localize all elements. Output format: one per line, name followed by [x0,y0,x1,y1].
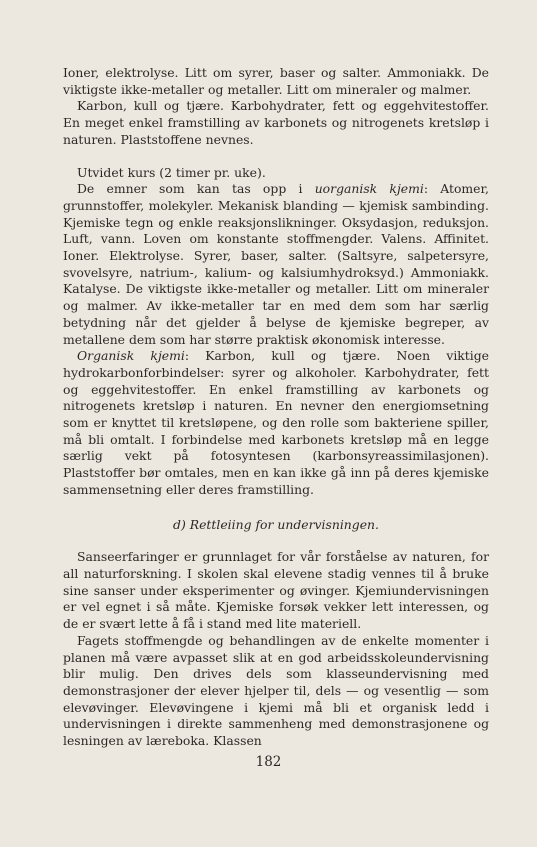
page-number: 182 [255,754,282,770]
paragraph-2: Karbon, kull og tjære. Karbohydrater, fett og eggehvitestoffer. En meget enkel framstilling av karbonets og nitrogenets kretsløp i naturen. Plaststoffene nevnes. [63,98,489,147]
paragraph-senses: Sanseerfaringer er grunnlaget for vår forståelse av naturen, for all naturforskning. I skolen skal elevene stadig vennes til å bruke sine sanser under eksperimenter og øvinger. Kjemiundervisningen er vel egnet i så måte. Kjemiske forsøk vekker lett interessen, og de er svært lette å få i stand med lite materiell. [63,549,489,632]
section-label: Utvidet kurs (2 timer pr. uke). [77,164,266,180]
body-text [63,65,489,750]
inorganic-term: uorganisk kjemi [314,181,424,197]
section-heading [63,517,489,534]
organic-rest: : Karbon, kull og tjære. Noen viktige hydrokarbonforbindelser: syrer og alkoholer. Karbohydrater, fett og eggehvitestoffer. En enkel framstilling av karbonets og nitrogenets kretsløp i naturen. En nevner den energiomsetning som er knyttet til kretsløpene, og den rolle som bakteriene spiller, må bli omtalt. I forbindelse med karbonets kretsløp må en legge særlig vekt på fotosyntesen (karbonsyreassimilasjonen). Plaststoffer bør omtales, men en kan ikke gå inn på deres kjemiske sammensetning eller deres framstilling. [63,348,490,497]
paragraph-inorganic [63,181,489,348]
heading-prefix: d) [173,516,190,532]
organic-term: Organisk kjemi [77,348,185,364]
heading-title: Rettleiing for undervisningen. [189,516,379,532]
inorganic-lead: De emner som kan tas opp i [77,181,315,197]
spacer [63,149,489,165]
paragraph-organic [63,348,489,498]
paragraph-method: Fagets stoffmengde og behandlingen av de enkelte momenter i planen må være avpasset slik at en god arbeidsskoleundervisning blir mulig. Den drives dels som klasseundervisning med demonstrasjoner der elever hjelper til, dels — og vesentlig — som elevøvinger. Elevøvingene i kjemi må bli et organisk ledd i undervisningen i direkte sammenheng med demonstrasjonene og lesningen av læreboka. Klassen [63,632,489,749]
paragraph-1: Ioner, elektrolyse. Litt om syrer, baser og salter. Ammoniakk. De viktigste ikke-metaller og metaller. Litt om mineraler og malmer. [63,65,489,97]
inorganic-rest: : Atomer, grunnstoffer, molekyler. Mekanisk blanding — kjemisk sambinding. Kjemiske tegn og enkle reaksjonslikninger. Oksydasjon, reduksjon. Luft, vann. Loven om konstante stoffmengder. Valens. Affinitet. Ioner. Elektrolyse. Syrer, baser, salter. (Saltsyre, salpetersyre, svovelsyre, natrium-, kalium- og kalsiumhydroksyd.) Ammoniakk. Katalyse. De viktigste ikke-metaller og metaller. Litt om mineraler og malmer. Av ikke-metaller tar en med dem som har særlig betydning når det gjelder å belyse de kjemiske begreper, av metallene dem som har større praktisk økonomisk interesse. [63,181,489,347]
